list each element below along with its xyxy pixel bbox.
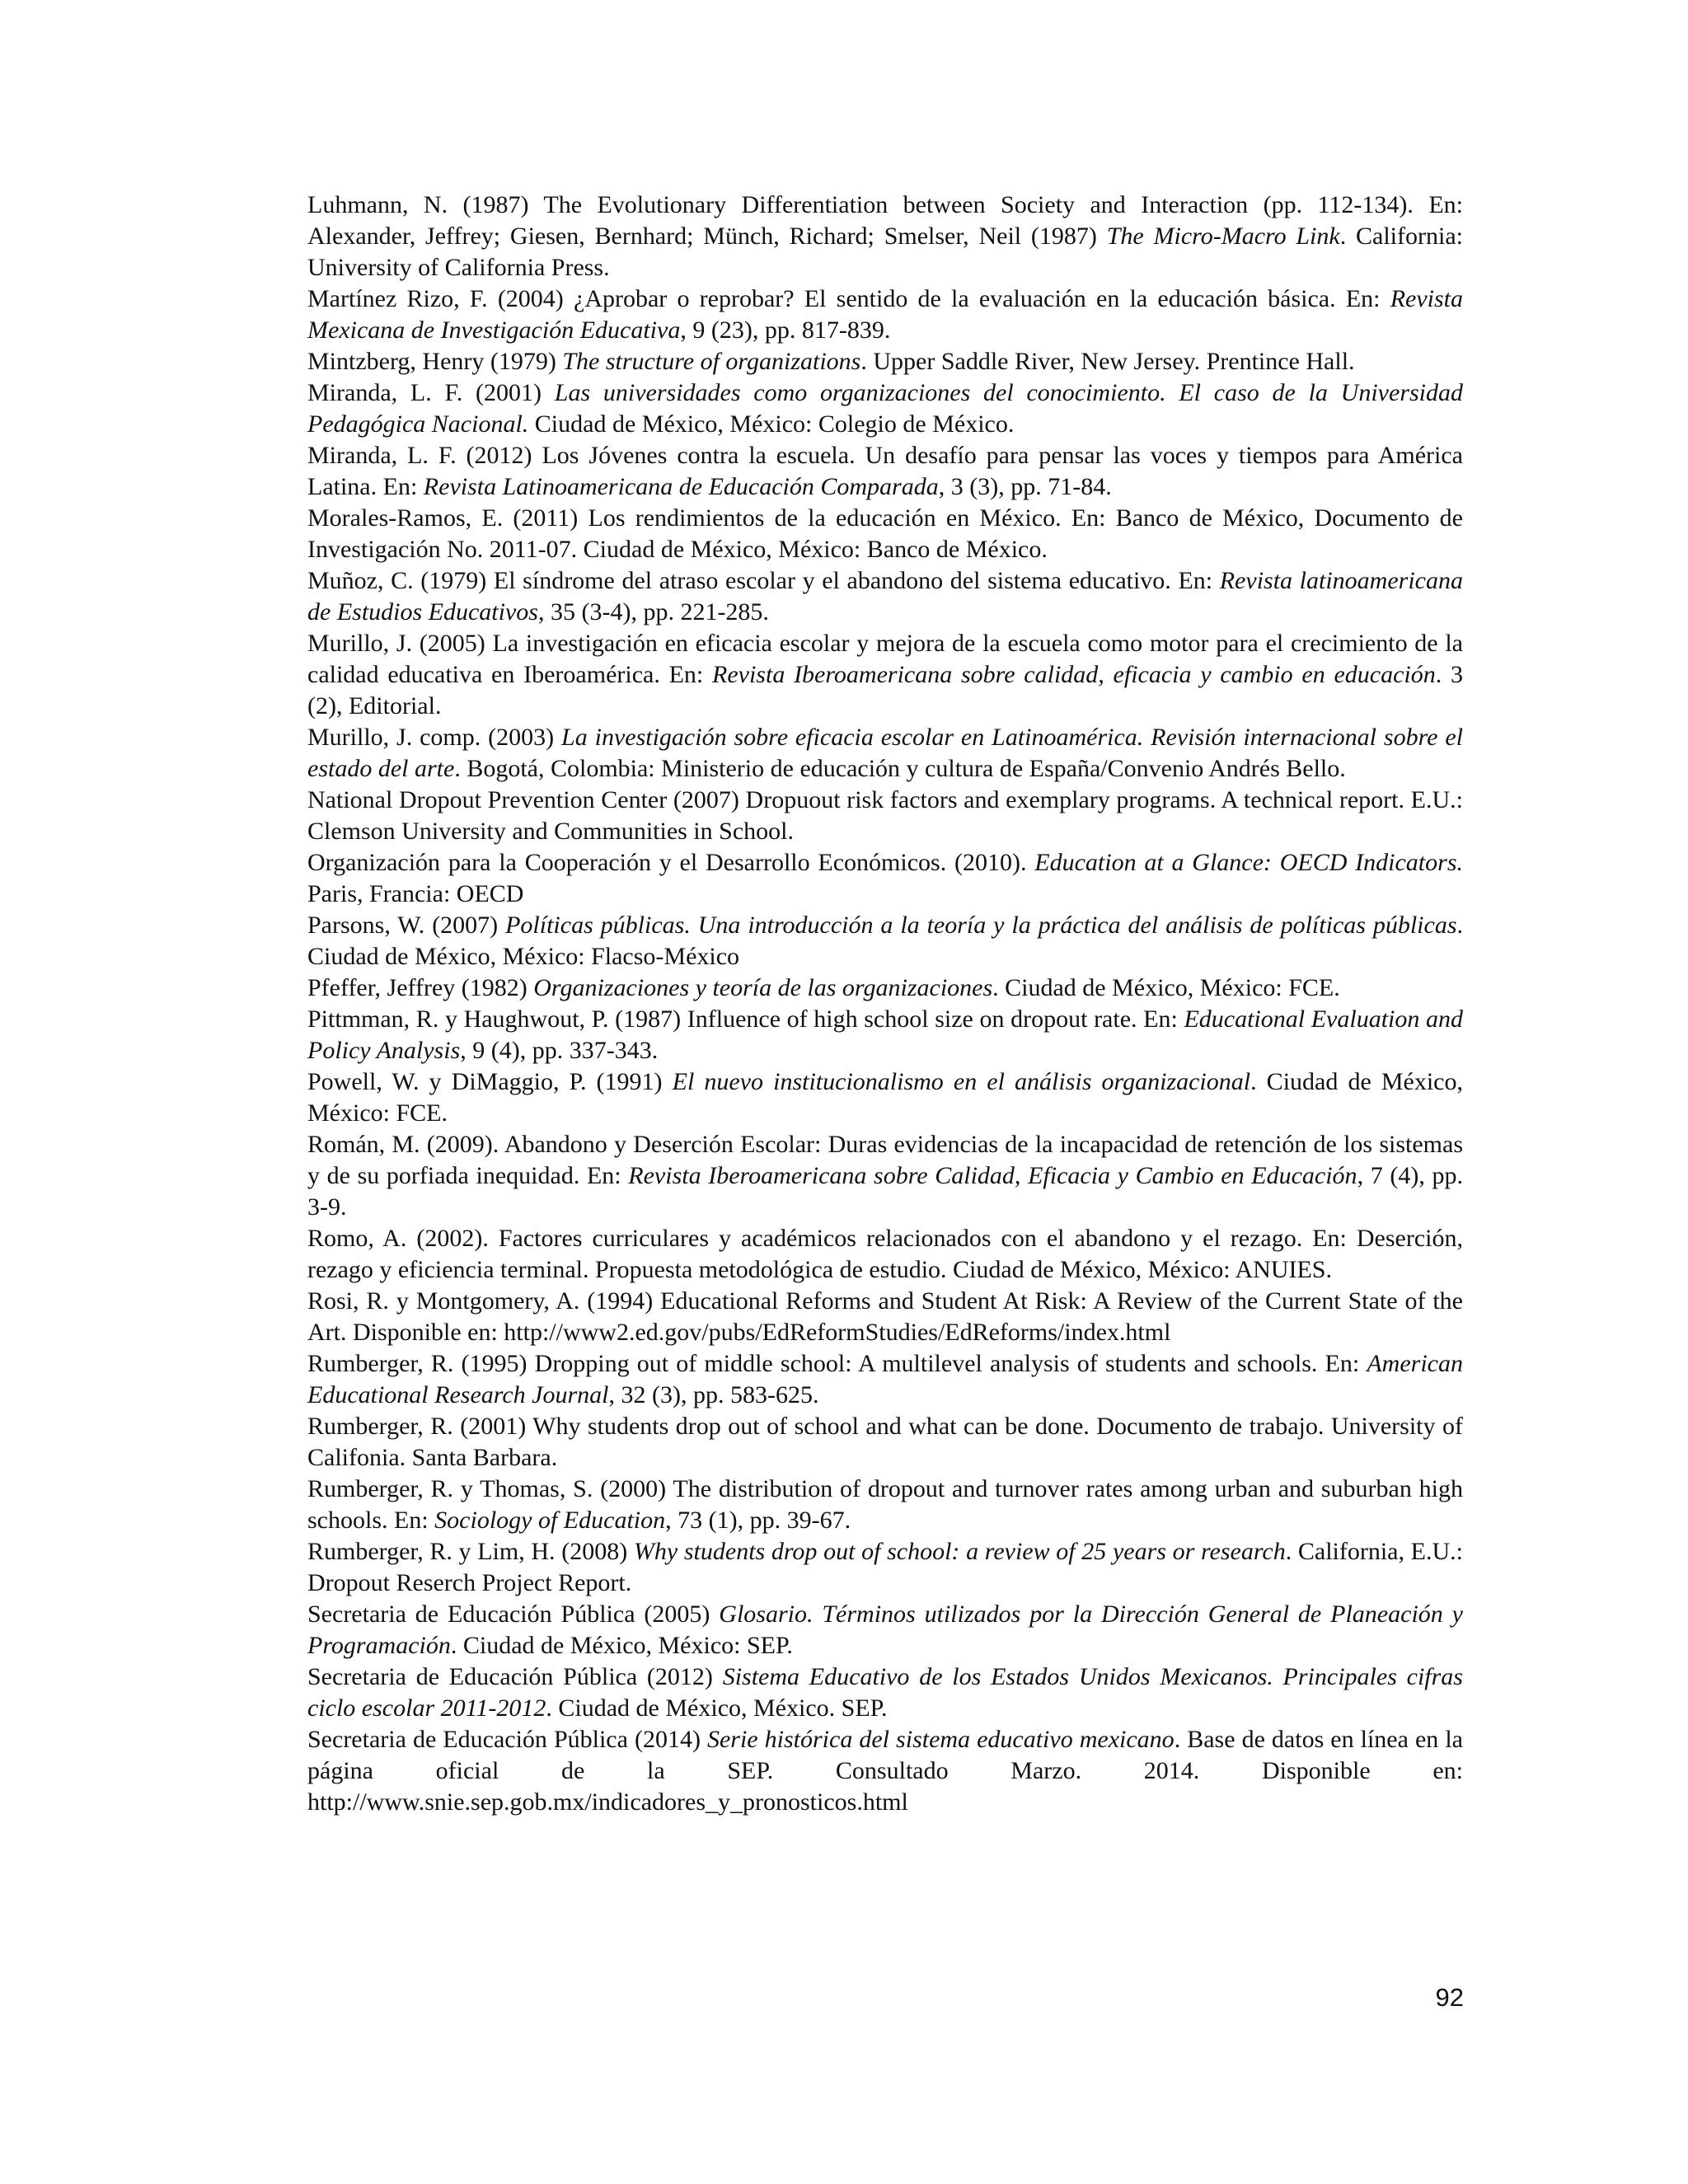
- reference-text: , 32 (3), pp. 583-625.: [608, 1381, 819, 1408]
- reference-title-italic: Glosario. Términos utilizados por la Dirección General de Planeación y Programación: [307, 1601, 1463, 1659]
- reference-text: . California: University of California Press.: [307, 223, 1463, 281]
- reference-entry: [307, 1724, 1463, 1818]
- reference-text: . California, E.U.: Dropout Reserch Project Report.: [307, 1538, 1463, 1596]
- reference-title-italic: Revista latinoamericana de Estudios Educativos: [307, 567, 1463, 626]
- page-number: 92: [1435, 1983, 1464, 2012]
- reference-text: . Ciudad de México, México: SEP.: [450, 1632, 793, 1659]
- reference-text: National Dropout Prevention Center (2007) Dropuout risk factors and exemplary programs. A technical report. E.U.: Clemson University and Communities in School.: [307, 786, 1463, 845]
- reference-text: Paris, Francia: OECD: [307, 880, 524, 907]
- reference-entry: [307, 284, 1463, 346]
- reference-text: Rumberger, R. (2001) Why students drop out of school and what can be done. Documento de trabajo. University of Califonia. Santa Barbara.: [307, 1413, 1463, 1471]
- reference-text: Parsons, W. (2007): [307, 912, 506, 939]
- reference-text: Morales-Ramos, E. (2011) Los rendimientos de la educación en México. En: Banco de México, Documento de Investigación No. 2011-07. Ciudad de México, México: Banco de México.: [307, 504, 1463, 563]
- reference-text: , 9 (4), pp. 337-343.: [460, 1037, 659, 1064]
- reference-entry: [307, 628, 1463, 722]
- reference-text: Ciudad de México, México: Colegio de México.: [528, 410, 1015, 438]
- reference-entry: [307, 1536, 1463, 1599]
- reference-entry: [307, 346, 1463, 377]
- reference-text: Romo, A. (2002). Factores curriculares y académicos relacionados con el abandono y el rezago. En: Deserción, rezago y eficiencia terminal. Propuesta metodológica de estudio. Ciudad de México, México: ANUIES.: [307, 1225, 1463, 1283]
- reference-text: Secretaria de Educación Pública (2012): [307, 1663, 723, 1690]
- reference-text: Powell, W. y DiMaggio, P. (1991): [307, 1068, 673, 1095]
- reference-text: Secretaria de Educación Pública (2005): [307, 1601, 720, 1628]
- reference-title-italic: Revista Latinoamericana de Educación Comparada: [423, 473, 939, 500]
- reference-title-italic: Serie histórica del sistema educativo mexicano: [706, 1726, 1175, 1753]
- reference-text: Rosi, R. y Montgomery, A. (1994) Educational Reforms and Student At Risk: A Review of the Current State of the Art. Disponible en: http://www2.ed.gov/pubs/EdReformStudies/EdReforms/index.html: [307, 1287, 1463, 1346]
- reference-entry: [307, 722, 1463, 785]
- reference-text: . Ciudad de México, México: Flacso-México: [307, 912, 1464, 970]
- reference-list: [307, 190, 1463, 1818]
- reference-title-italic: Organizaciones y teoría de las organizaciones: [533, 974, 993, 1001]
- reference-text: Rumberger, R. y Lim, H. (2008): [307, 1538, 634, 1565]
- reference-entry: [307, 1066, 1463, 1129]
- reference-text: Organización para la Cooperación y el Desarrollo Económicos. (2010).: [307, 849, 1035, 876]
- reference-entry: [307, 1348, 1463, 1411]
- reference-entry: [307, 1411, 1463, 1474]
- reference-entry: [307, 440, 1463, 503]
- reference-text: Luhmann, N. (1987) The Evolutionary Differentiation between Society and Interaction (pp. 112-134). En: Alexander, Jeffrey; Giesen, Bernhard; Münch, Richard; Smelser, Neil (1987): [307, 191, 1463, 250]
- reference-entry: [307, 377, 1463, 440]
- reference-text: , 73 (1), pp. 39-67.: [665, 1507, 851, 1534]
- reference-text: , 9 (23), pp. 817-839.: [680, 316, 891, 344]
- reference-title-italic: The structure of organizations: [562, 348, 861, 375]
- reference-text: . Upper Saddle River, New Jersey. Prentince Hall.: [860, 348, 1355, 375]
- reference-text: . Ciudad de México, México. SEP.: [546, 1694, 888, 1722]
- reference-entry: [307, 785, 1463, 847]
- reference-text: Miranda, L. F. (2001): [307, 379, 555, 406]
- reference-text: Muñoz, C. (1979) El síndrome del atraso escolar y el abandono del sistema educativo. En:: [307, 567, 1220, 594]
- reference-entry: [307, 972, 1463, 1004]
- reference-title-italic: La investigación sobre eficacia escolar en Latinoamérica. Revisión internacional sobre el estado del arte: [307, 724, 1463, 782]
- reference-text: Murillo, J. comp. (2003): [307, 724, 562, 751]
- reference-entry: [307, 1286, 1463, 1348]
- reference-text: Mintzberg, Henry (1979): [307, 348, 563, 375]
- reference-entry: [307, 503, 1463, 565]
- reference-title-italic: Las universidades como organizaciones del conocimiento. El caso de la Universidad Pedagógica Nacional.: [307, 379, 1464, 438]
- reference-entry: [307, 190, 1463, 284]
- reference-text: . Bogotá, Colombia: Ministerio de educación y cultura de España/Convenio Andrés Bello.: [454, 755, 1346, 782]
- reference-text: Secretaria de Educación Pública (2014): [307, 1726, 707, 1753]
- reference-text: . Ciudad de México, México: FCE.: [992, 974, 1340, 1001]
- reference-title-italic: Sociology of Education: [434, 1507, 666, 1534]
- reference-text: Pfeffer, Jeffrey (1982): [307, 974, 534, 1001]
- reference-entry: [307, 1223, 1463, 1286]
- reference-title-italic: Education at a Glance: OECD Indicators.: [1034, 849, 1463, 876]
- reference-title-italic: American Educational Research Journal: [307, 1350, 1463, 1408]
- reference-text: Miranda, L. F. (2012) Los Jóvenes contra la escuela. Un desafío para pensar las voces y tiempos para América Latina. En:: [307, 442, 1463, 500]
- reference-title-italic: Revista Iberoamericana sobre calidad, eficacia y cambio en educación: [712, 661, 1436, 688]
- reference-entry: [307, 910, 1463, 972]
- reference-entry: [307, 1004, 1463, 1066]
- reference-title-italic: Sistema Educativo de los Estados Unidos Mexicanos. Principales cifras ciclo escolar 2011-2012: [307, 1663, 1463, 1722]
- reference-text: . Ciudad de México, México: FCE.: [307, 1068, 1463, 1127]
- reference-entry: [307, 1129, 1463, 1223]
- reference-text: Pittmman, R. y Haughwout, P. (1987) Influence of high school size on dropout rate. En:: [307, 1005, 1184, 1033]
- reference-text: . 3 (2), Editorial.: [307, 661, 1463, 719]
- reference-entry: [307, 1599, 1463, 1661]
- reference-text: Rumberger, R. (1995) Dropping out of middle school: A multilevel analysis of students and schools. En:: [307, 1350, 1367, 1377]
- reference-text: . Base de datos en línea en la página oficial de la SEP. Consultado Marzo. 2014. Disponible en: http://www.snie.sep.gob.mx/indicadores_y_pronosticos.html: [307, 1726, 1463, 1816]
- reference-entry: [307, 1474, 1463, 1536]
- reference-title-italic: Educational Evaluation and Policy Analysis: [307, 1005, 1464, 1064]
- reference-title-italic: Why students drop out of school: a review of 25 years or research: [633, 1538, 1286, 1565]
- reference-title-italic: Revista Iberoamericana sobre Calidad, Eficacia y Cambio en Educación: [628, 1162, 1357, 1189]
- reference-entry: [307, 847, 1463, 910]
- reference-text: Román, M. (2009). Abandono y Deserción Escolar: Duras evidencias de la incapacidad de retención de los sistemas y de su porfiada inequidad. En:: [307, 1131, 1463, 1189]
- reference-text: , 35 (3-4), pp. 221-285.: [537, 598, 769, 626]
- reference-text: , 7 (4), pp. 3-9.: [307, 1162, 1463, 1221]
- reference-text: Martínez Rizo, F. (2004) ¿Aprobar o reprobar? El sentido de la evaluación en la educación básica. En:: [307, 285, 1390, 312]
- reference-text: Rumberger, R. y Thomas, S. (2000) The distribution of dropout and turnover rates among urban and suburban high schools. En:: [307, 1475, 1463, 1534]
- reference-title-italic: El nuevo institucionalismo en el análisis organizacional: [672, 1068, 1251, 1095]
- reference-title-italic: Revista Mexicana de Investigación Educativa: [307, 285, 1463, 344]
- reference-text: , 3 (3), pp. 71-84.: [938, 473, 1112, 500]
- reference-title-italic: The Micro-Macro Link: [1106, 223, 1340, 250]
- reference-text: Murillo, J. (2005) La investigación en eficacia escolar y mejora de la escuela como motor para el crecimiento de la calidad educativa en Iberoamérica. En:: [307, 630, 1463, 688]
- reference-entry: [307, 1661, 1463, 1724]
- reference-title-italic: Políticas públicas. Una introducción a la teoría y la práctica del análisis de políticas públicas: [505, 912, 1457, 939]
- reference-entry: [307, 565, 1463, 628]
